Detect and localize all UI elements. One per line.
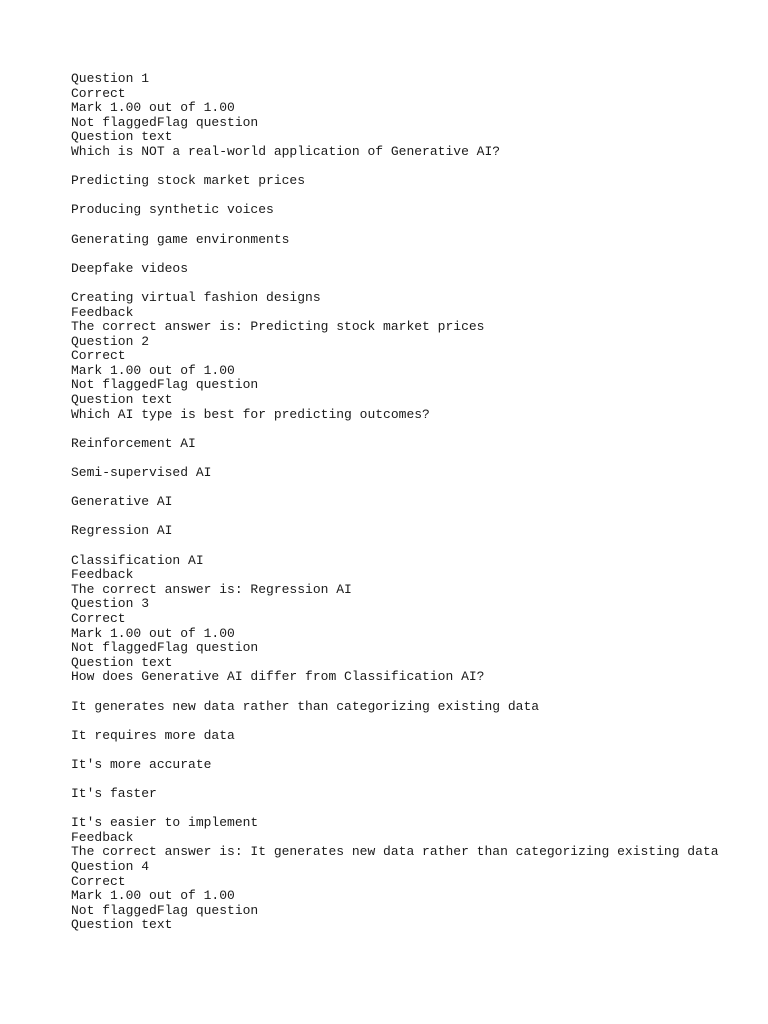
question-status: Correct (71, 610, 126, 626)
spacer (71, 422, 761, 437)
spacer (71, 276, 761, 291)
answer-option[interactable]: Regression AI (71, 523, 173, 539)
spacer (71, 189, 761, 204)
spacer (71, 510, 761, 525)
feedback-label: Feedback (71, 304, 134, 320)
question-status: Correct (71, 348, 126, 364)
spacer (71, 714, 761, 729)
question-prompt: How does Generative AI differ from Classification AI? (71, 669, 485, 685)
feedback-label: Feedback (71, 567, 134, 583)
answer-option[interactable]: It's easier to implement (71, 815, 259, 831)
question-mark: Mark 1.00 out of 1.00 (71, 362, 235, 378)
spacer (71, 160, 761, 175)
flag-question-link[interactable]: Not flaggedFlag question (71, 377, 259, 393)
answer-option[interactable]: Deepfake videos (71, 260, 189, 276)
feedback-label: Feedback (71, 829, 134, 845)
answer-option[interactable]: Classification AI (71, 552, 204, 568)
question-header: Question 1 (71, 71, 150, 86)
question-header: Question 4 (71, 859, 150, 875)
correct-answer-text: The correct answer is: It generates new data rather than categorizing existing data (71, 844, 719, 860)
spacer (71, 218, 761, 233)
answer-option[interactable]: Generating game environments (71, 231, 290, 247)
spacer (71, 481, 761, 496)
question-mark: Mark 1.00 out of 1.00 (71, 888, 235, 904)
answer-option[interactable]: Reinforcement AI (71, 435, 196, 451)
flag-question-link[interactable]: Not flaggedFlag question (71, 640, 259, 656)
spacer (71, 743, 761, 758)
question-text-label: Question text (71, 654, 173, 670)
question-block-1 (71, 72, 761, 335)
answer-option[interactable]: It requires more data (71, 727, 235, 743)
spacer (71, 685, 761, 700)
quiz-review-document (71, 72, 761, 933)
answer-option[interactable]: It generates new data rather than categorizing existing data (71, 698, 540, 714)
question-mark: Mark 1.00 out of 1.00 (71, 625, 235, 641)
answer-option[interactable]: Generative AI (71, 494, 173, 510)
question-header: Question 3 (71, 596, 150, 612)
flag-question-link[interactable]: Not flaggedFlag question (71, 902, 259, 918)
question-text-label: Question text (71, 917, 173, 933)
question-status: Correct (71, 85, 126, 101)
answer-option[interactable]: Producing synthetic voices (71, 202, 274, 218)
answer-option[interactable]: Creating virtual fashion designs (71, 289, 321, 305)
spacer (71, 247, 761, 262)
correct-answer-text: The correct answer is: Predicting stock market prices (71, 319, 485, 335)
question-prompt: Which is NOT a real-world application of Generative AI? (71, 143, 501, 159)
question-prompt: Which AI type is best for predicting outcomes? (71, 406, 430, 422)
spacer (71, 539, 761, 554)
question-block-2 (71, 335, 761, 598)
answer-option[interactable]: It's more accurate (71, 756, 212, 772)
spacer (71, 451, 761, 466)
flag-question-link[interactable]: Not flaggedFlag question (71, 114, 259, 130)
spacer (71, 773, 761, 788)
spacer (71, 802, 761, 817)
question-block-3 (71, 597, 761, 860)
answer-option[interactable]: Semi-supervised AI (71, 465, 212, 481)
question-block-4 (71, 860, 761, 933)
correct-answer-text: The correct answer is: Regression AI (71, 581, 352, 597)
question-text-label: Question text (71, 129, 173, 145)
question-status: Correct (71, 873, 126, 889)
answer-option[interactable]: Predicting stock market prices (71, 173, 306, 189)
question-mark: Mark 1.00 out of 1.00 (71, 100, 235, 116)
question-text-label: Question text (71, 392, 173, 408)
answer-option[interactable]: It's faster (71, 786, 157, 802)
question-header: Question 2 (71, 333, 150, 349)
